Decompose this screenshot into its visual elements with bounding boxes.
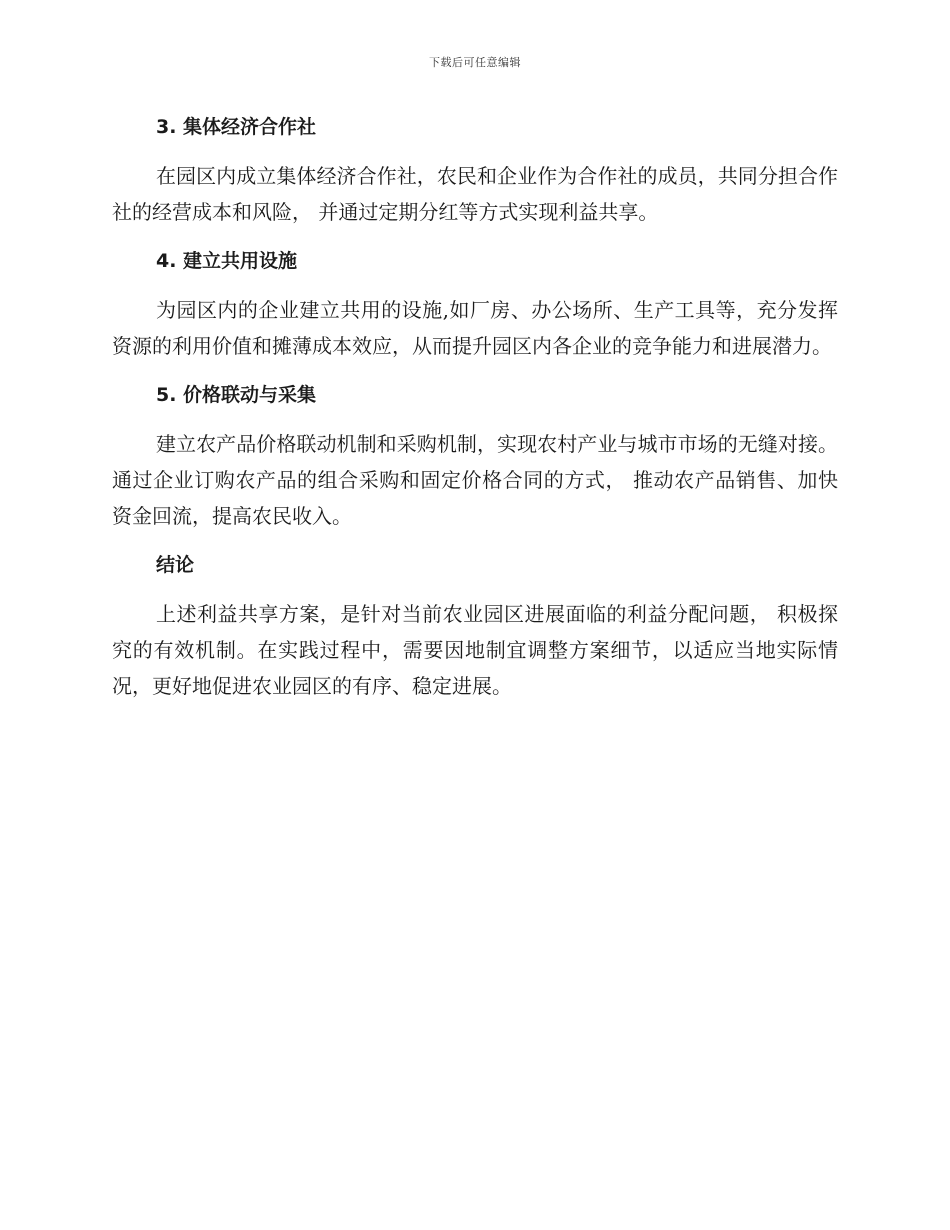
- section-paragraph: 建立农产品价格联动机制和采购机制，实现农村产业与城市市场的无缝对接。通过企业订购农产品的组合采购和固定价格合同的方式， 推动农产品销售、加快资金回流，提高农民收入。: [112, 432, 838, 528]
- section-shared-facilities: [112, 244, 838, 364]
- section-conclusion: [112, 548, 838, 704]
- section-paragraph: 为园区内的企业建立共用的设施,如厂房、办公场所、生产工具等，充分发挥资源的利用价值和摊薄成本效应，从而提升园区内各企业的竞争能力和进展潜力。: [112, 298, 838, 358]
- document-body: [112, 110, 838, 718]
- section-price-linkage: [112, 378, 838, 534]
- section-cooperative: [112, 110, 838, 230]
- section-heading: 4. 建立共用设施: [156, 250, 298, 272]
- section-heading: 3. 集体经济合作社: [156, 116, 317, 138]
- section-paragraph: 上述利益共享方案，是针对当前农业园区进展面临的利益分配问题， 积极探究的有效机制。在实践过程中，需要因地制宜调整方案细节，以适应当地实际情况，更好地促进农业园区的有序、稳定进展。: [112, 602, 838, 698]
- section-paragraph: 在园区内成立集体经济合作社，农民和企业作为合作社的成员，共同分担合作社的经营成本和风险， 并通过定期分红等方式实现利益共享。: [112, 164, 838, 224]
- section-heading: 5. 价格联动与采集: [156, 384, 317, 406]
- page-header-note: 下载后可任意编辑: [429, 56, 521, 69]
- section-heading: 结论: [156, 554, 195, 576]
